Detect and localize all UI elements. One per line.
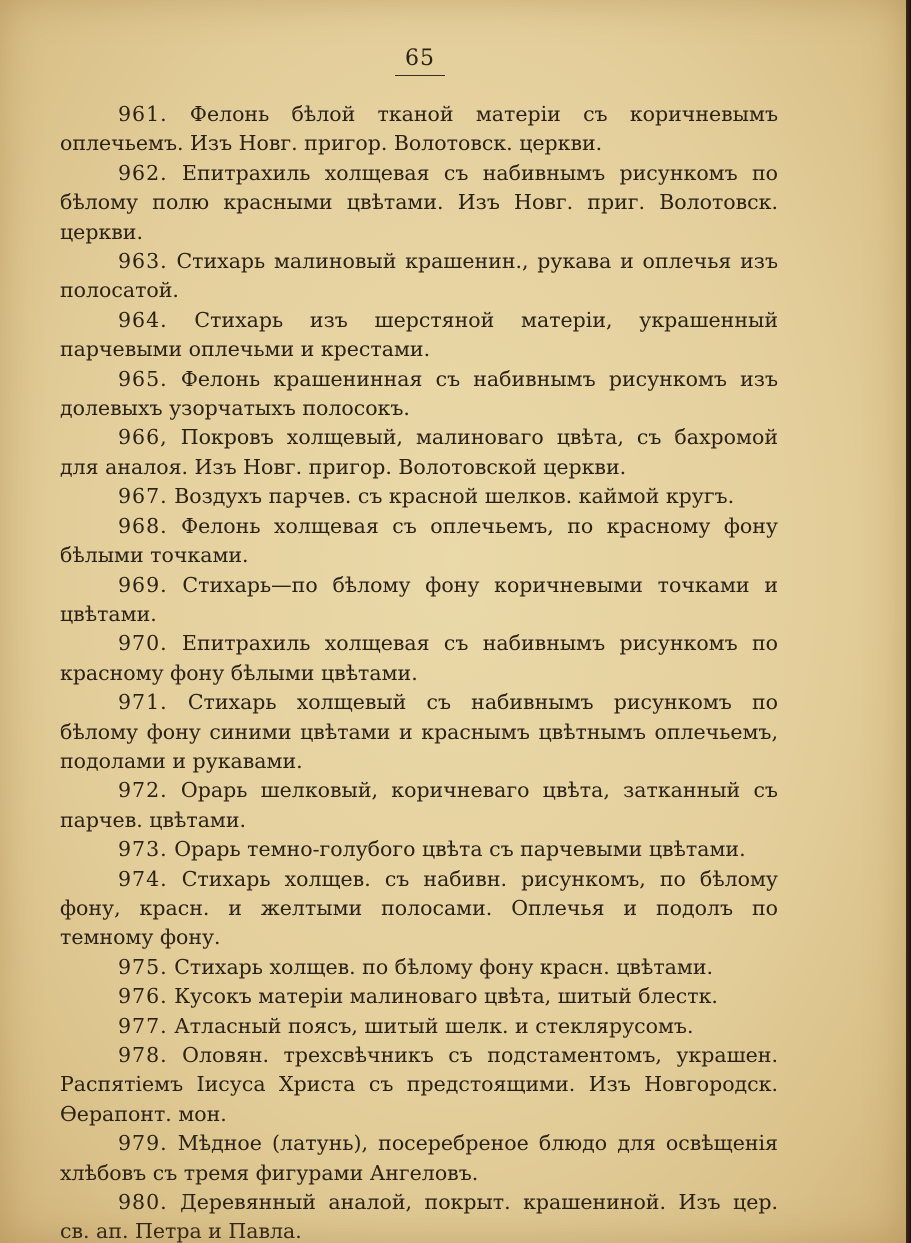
catalog-entry: [60, 1188, 778, 1243]
entry-number: 964.: [118, 307, 168, 332]
entry-text: Стихарь изъ шерстяной матеріи, украшенный парчевыми оплечьми и крестами.: [60, 307, 778, 362]
entry-text: Стихарь холщев. по бѣлому фону красн. цвѣтами.: [174, 954, 714, 979]
entry-number: 961.: [118, 102, 168, 126]
page-edge-shadow: [906, 0, 911, 1243]
entry-text: Покровъ холщевый, малиноваго цвѣта, съ бахромой для аналоя. Изъ Новг. пригор. Волотовской церкви.: [60, 425, 778, 479]
catalog-entry: [60, 835, 778, 864]
catalog-entry: [60, 865, 778, 953]
entry-number: 967.: [118, 484, 168, 509]
entry-number: 977.: [118, 1013, 168, 1038]
catalog-entry: [60, 159, 778, 247]
page-number: [0, 46, 840, 76]
catalog-entry: [60, 953, 778, 982]
entry-text: Деревянный аналой, покрыт. крашениной. Изъ цер. св. ап. Петра и Павла.: [60, 1190, 778, 1243]
entry-text: Стихарь холщевый съ набивнымъ рисункомъ по бѣлому фону синими цвѣтами и краснымъ цвѣтнымъ оплечьемъ, подолами и рукавами.: [60, 690, 778, 773]
entry-number: 962.: [118, 160, 168, 185]
entry-number: 969.: [118, 572, 168, 597]
entry-text: Фелонь холщевая съ оплечьемъ, по красному фону бѣлыми точками.: [60, 513, 778, 568]
catalog-entries: [60, 100, 778, 1243]
catalog-entry: [60, 982, 778, 1011]
catalog-entry: [60, 688, 778, 776]
entry-text: Оловян. трехсвѣчникъ съ подстаментомъ, украшен. Распятіемъ Іисуса Христа съ предстоящими. Изъ Новгородск. Ѳерапонт. мон.: [60, 1043, 778, 1126]
entry-number: 976.: [118, 984, 168, 1009]
entry-number: 971.: [118, 690, 168, 715]
entry-text: Кусокъ матеріи малиноваго цвѣта, шитый блестк.: [174, 984, 718, 1009]
entry-text: Стихарь холщев. съ набивн. рисункомъ, по бѣлому фону, красн. и желтыми полосами. Оплечья и подолъ по темному фону.: [60, 866, 778, 950]
entry-text: Фелонь бѣлой тканой матеріи съ коричневымъ оплечьемъ. Изъ Новг. пригор. Волотовск. церкви.: [60, 102, 778, 156]
entry-number: 980.: [118, 1190, 168, 1215]
catalog-entry: [60, 247, 778, 306]
entry-number: 972.: [118, 778, 168, 803]
entry-number: 963.: [118, 249, 168, 274]
entry-text: Епитрахиль холщевая съ набивнымъ рисункомъ по бѣлому полю красными цвѣтами. Изъ Новг. приг. Волотовск. церкви.: [60, 160, 778, 244]
entry-text: Стихарь—по бѣлому фону коричневыми точками и цвѣтами.: [60, 572, 778, 626]
entry-number: 968.: [118, 513, 168, 538]
entry-text: Стихарь малиновый крашенин., рукава и оплечья изъ полосатой.: [60, 249, 778, 303]
page-number-text: 65: [395, 46, 445, 76]
entry-text: Мѣдное (латунь), посеребреное блюдо для освѣщенія хлѣбовъ съ тремя фигурами Ангеловъ.: [60, 1131, 778, 1185]
catalog-entry: [60, 306, 778, 365]
catalog-entry: [60, 1041, 778, 1129]
catalog-entry: [60, 423, 778, 482]
entry-number: 970.: [118, 631, 168, 656]
catalog-entry: [60, 776, 778, 835]
catalog-entry: [60, 365, 778, 424]
entry-text: Воздухъ парчев. съ красной шелков. каймой кругъ.: [174, 484, 735, 509]
entry-number: 975.: [118, 954, 168, 979]
entry-number: 974.: [118, 866, 168, 891]
entry-text: Орарь шелковый, коричневаго цвѣта, затканный съ парчев. цвѣтами.: [60, 778, 778, 832]
catalog-entry: [60, 482, 778, 511]
entry-text: Епитрахиль холщевая съ набивнымъ рисункомъ по красному фону бѣлыми цвѣтами.: [60, 631, 778, 685]
catalog-entry: [60, 1129, 778, 1188]
catalog-entry: [60, 100, 778, 159]
entry-text: Фелонь крашенинная съ набивнымъ рисункомъ изъ долевыхъ узорчатыхъ полосокъ.: [60, 366, 778, 421]
entry-number: 973.: [118, 837, 168, 862]
entry-text: Атласный поясъ, шитый шелк. и стеклярусомъ.: [174, 1013, 694, 1038]
catalog-entry: [60, 512, 778, 571]
entry-number: 966,: [118, 425, 168, 450]
catalog-entry: [60, 629, 778, 688]
catalog-entry: [60, 1012, 778, 1041]
entry-number: 965.: [118, 366, 168, 391]
entry-text: Орарь темно-голубого цвѣта съ парчевыми цвѣтами.: [174, 837, 746, 862]
entry-number: 979.: [118, 1131, 168, 1156]
catalog-entry: [60, 571, 778, 630]
entry-number: 978.: [118, 1043, 168, 1067]
